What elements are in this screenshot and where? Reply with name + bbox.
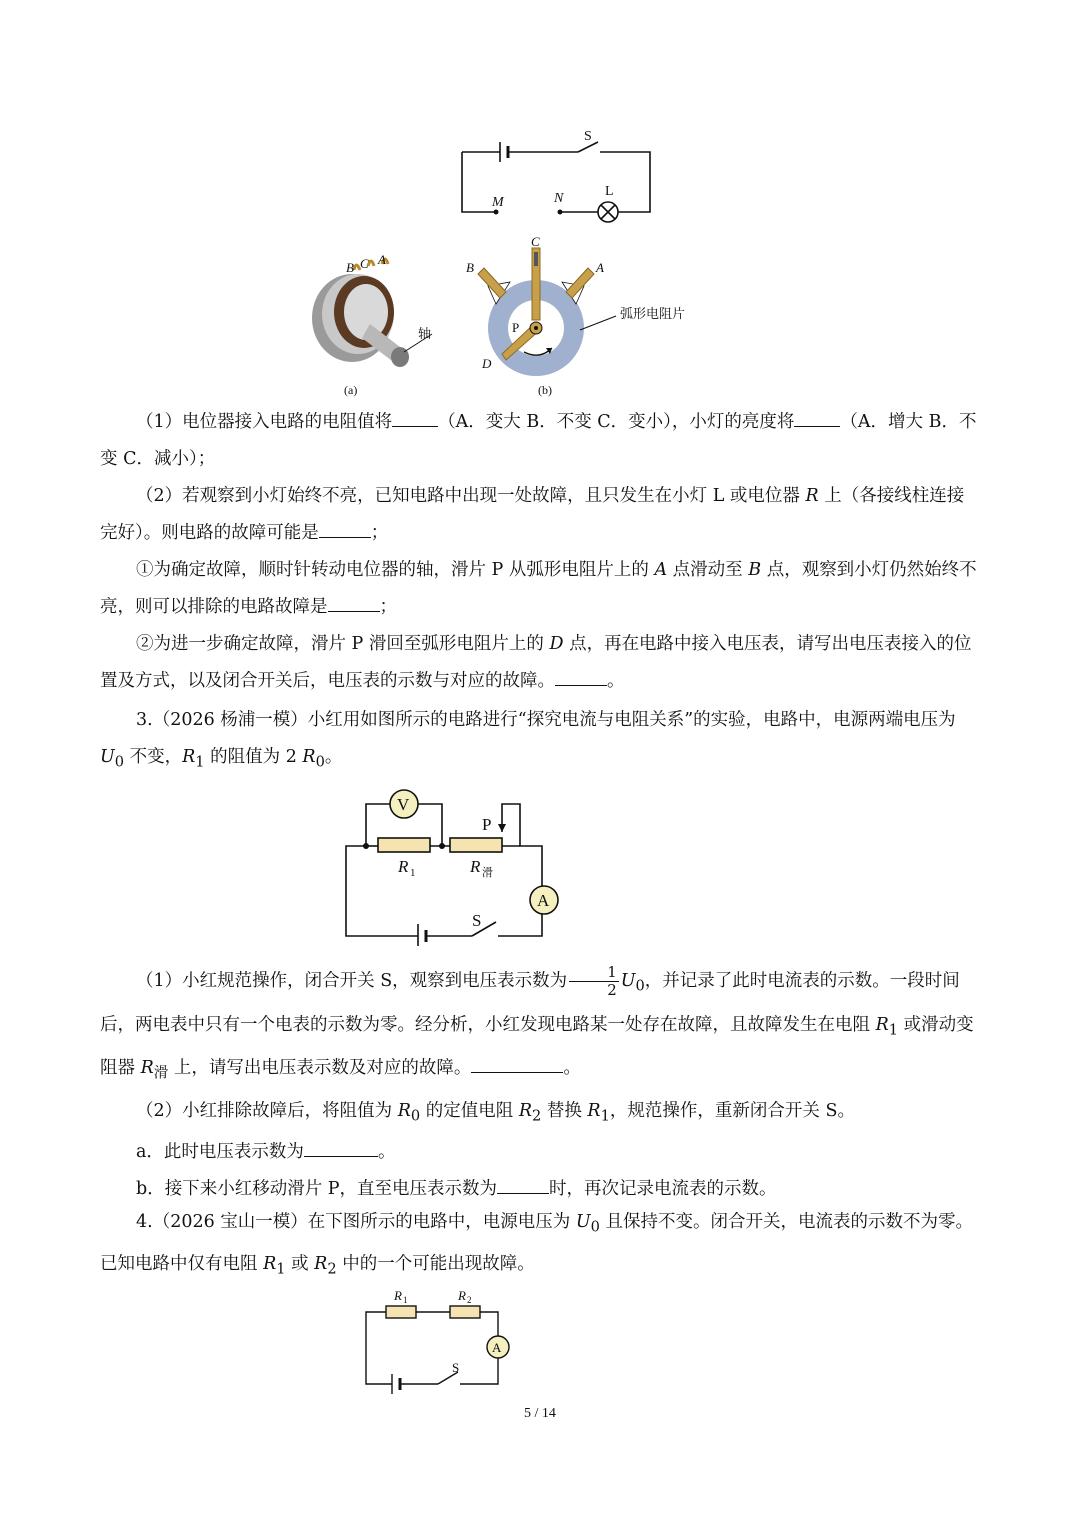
answer-blank[interactable] <box>392 425 438 427</box>
switch-label: S <box>584 129 592 144</box>
r1-label: R <box>394 1288 402 1303</box>
caption-b: (b) <box>538 383 552 397</box>
ammeter-label: A <box>492 1340 502 1355</box>
shaft-label: 轴 <box>418 326 432 341</box>
terminal-n-label: N <box>554 191 564 206</box>
slider-label: P <box>482 815 492 834</box>
rslide-sub: 滑 <box>482 867 493 879</box>
photo-label-b: B <box>346 260 354 275</box>
q3-part-a: a．此时电压表示数为 。 <box>136 1142 396 1162</box>
switch-label: S <box>472 911 482 930</box>
answer-blank[interactable] <box>497 1192 549 1194</box>
answer-blank[interactable] <box>555 684 607 686</box>
schem-label-p: P <box>512 320 520 335</box>
circuit-diagram-mn <box>440 120 680 230</box>
r2-sub: 2 <box>467 1295 472 1305</box>
r1-sub: 1 <box>403 1295 408 1305</box>
q3-part2: （2）小红排除故障后，将阻值为 $R_0$ 的定值电阻 $R_2$ 替换 $R_1$，规范操作，重新闭合开关 S。 <box>136 1100 855 1124</box>
q3-part-b: b．接下来小红移动滑片 P，直至电压表示数为 时，再次记录电流表的示数。 <box>136 1179 777 1199</box>
terminal-n-dot <box>558 210 563 215</box>
q3-intro: 3.（2026 杨浦一模）小红用如图所示的电路进行“探究电流与电阻关系”的实验，电路中，电源两端电压为 $U_0$ 不变，$R_1$ 的阻值为 2 $R_0$。 <box>100 710 956 771</box>
schem-label-a: A <box>596 260 604 275</box>
q3-part1: （1）小红规范操作，闭合开关 S，观察到电压表示数为 $\frac{1}{2}$ $U_0$，并记录了此时电流表的示数。一段时间后，两电表中只有一个电表的示数为零。经分析，小红发现电路某一处存在故障，且故障发生在电阻 $R_1$ 或滑动变阻器 $R_滑$ 上，请写出电压表示数及对应的故障。 。 <box>100 963 974 1082</box>
terminal-m-dot <box>494 210 499 215</box>
schem-label-b: B <box>466 260 474 275</box>
potentiometer-photo <box>312 259 432 367</box>
r2-label: R <box>458 1288 466 1303</box>
circuit-diagram-q4 <box>350 1282 530 1400</box>
fraction: $\frac{1}{2}$ <box>569 964 619 999</box>
circuit-diagram-q3 <box>330 780 570 946</box>
photo-label-c: C <box>360 256 369 271</box>
q2-block <box>100 404 980 700</box>
rslide-label: R <box>470 857 481 876</box>
answer-blank[interactable] <box>319 536 371 538</box>
r1-sub: 1 <box>410 867 416 879</box>
voltmeter-label: V <box>397 795 410 814</box>
r1-label: R <box>398 857 409 876</box>
answer-blank[interactable] <box>328 610 380 612</box>
q2-sub2: ②为进一步确定故障，滑片 P 滑回至弧形电阻片上的 D 点，再在电路中接入电压表，请写出电压表接入的位置及方式，以及闭合开关后，电压表的示数与对应的故障。 。 <box>100 634 972 691</box>
arc-resistor-label: 弧形电阻片 <box>620 306 686 321</box>
terminal-m-label: M <box>492 195 504 210</box>
schem-label-d: D <box>482 356 492 371</box>
photo-label-a: A <box>378 252 386 267</box>
q2-part1: （1）电位器接入电路的电阻值将 （A．变大 B．不变 C．变小），小灯的亮度将 （A．增大 B．不变 C．减小）； <box>100 412 977 469</box>
potentiometer-figure <box>300 234 720 404</box>
answer-blank[interactable] <box>304 1155 378 1157</box>
q3-parts <box>100 962 980 1208</box>
switch-label: S <box>452 1360 460 1375</box>
schem-label-c: C <box>531 234 540 249</box>
caption-a: (a) <box>344 383 358 397</box>
answer-blank[interactable] <box>794 425 840 427</box>
page-number: 5 / 14 <box>524 1406 556 1421</box>
q2-part2: （2）若观察到小灯始终不亮，已知电路中出现一处故障，且只发生在小灯 L 或电位器 R 上（各接线柱连接完好）。则电路的故障可能是 ； <box>100 486 965 543</box>
q4-intro: 4.（2026 宝山一模）在下图所示的电路中，电源电压为 $U_0$ 且保持不变。闭合开关，电流表的示数不为零。已知电路中仅有电阻 $R_1$ 或 $R_2$ 中的一个可能出现故障。 <box>100 1212 973 1277</box>
ammeter-label: A <box>537 891 550 910</box>
lamp-label: L <box>605 184 614 199</box>
q2-sub1: ①为确定故障，顺时针转动电位器的轴，滑片 P 从弧形电阻片上的 A 点滑动至 B 点，观察到小灯仍然始终不亮，则可以排除的电路故障是 ； <box>100 560 977 617</box>
answer-blank[interactable] <box>471 1071 563 1073</box>
